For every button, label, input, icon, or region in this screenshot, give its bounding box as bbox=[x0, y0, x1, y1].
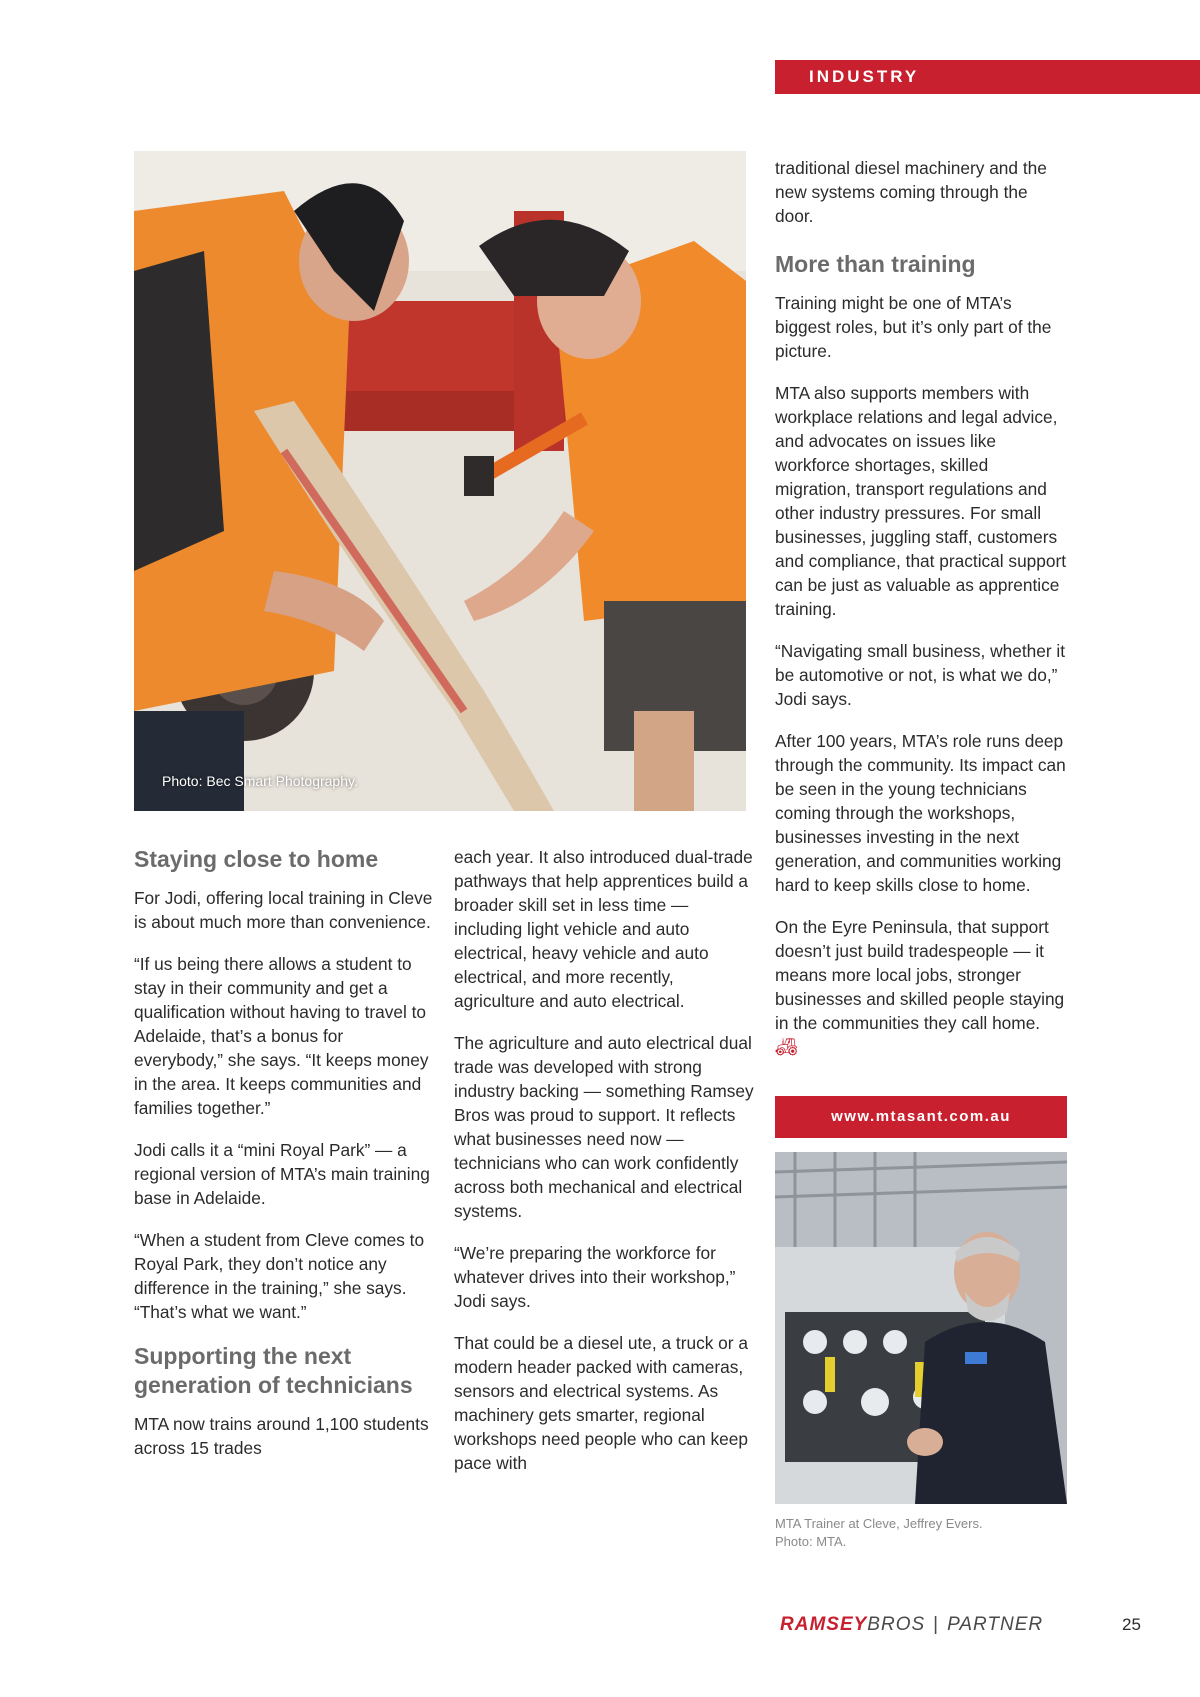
section-label: INDUSTRY bbox=[809, 67, 920, 86]
paragraph: The agriculture and auto electrical dual trade was developed with strong industry backing — something Ramsey Bros was proud to support. It reflects what businesses need now — technicians who can work confidently across both mechanical and electrical systems. bbox=[454, 1033, 754, 1221]
paragraph: Training might be one of MTA’s biggest roles, but it’s only part of the picture. bbox=[775, 293, 1052, 361]
hero-photo-illustration bbox=[134, 151, 746, 811]
trainer-caption bbox=[775, 1515, 1067, 1551]
brand-separator: | bbox=[933, 1614, 940, 1635]
brand-partner: PARTNER bbox=[947, 1614, 1044, 1635]
paragraph: MTA now trains around 1,100 students across 15 trades bbox=[134, 1414, 429, 1458]
tractor-icon: 🚜︎ bbox=[775, 1037, 798, 1057]
paragraph: “Navigating small business, whether it be automotive or not, is what we do,” Jodi says. bbox=[775, 641, 1066, 709]
brand-bros: BROS bbox=[867, 1614, 926, 1635]
heading-staying-close-to-home: Staying close to home bbox=[134, 846, 379, 872]
paragraph: That could be a diesel ute, a truck or a modern header packed with cameras, sensors and electrical systems. As machinery gets smarter, regional workshops need people who can keep pace with bbox=[454, 1333, 748, 1473]
section-banner bbox=[775, 60, 1200, 94]
paragraph: Jodi calls it a “mini Royal Park” — a regional version of MTA’s main training base in Adelaide. bbox=[134, 1140, 430, 1208]
hero-photo bbox=[134, 151, 746, 811]
footer-brand bbox=[780, 1614, 1043, 1636]
paragraph-final bbox=[775, 915, 1067, 1059]
paragraph: traditional diesel machinery and the new systems coming through the door. bbox=[775, 158, 1047, 226]
article-column-3 bbox=[775, 156, 1067, 1077]
page-number: 25 bbox=[1122, 1615, 1141, 1634]
brand-ramsey: RAMSEY bbox=[780, 1614, 868, 1635]
trainer-photo-illustration bbox=[775, 1152, 1067, 1504]
website-url: www.mtasant.com.au bbox=[831, 1108, 1011, 1125]
trainer-caption-name: MTA Trainer at Cleve, Jeffrey Evers. bbox=[775, 1516, 983, 1531]
paragraph-final-text: On the Eyre Peninsula, that support doesn’t just build tradespeople — it means more local jobs, stronger businesses and skilled people staying in the communities they call home. bbox=[775, 917, 1065, 1033]
paragraph: “If us being there allows a student to stay in their community and get a qualification without having to travel to Adelaide, that’s a bonus for everybody,” she says. “It keeps money in the area. It keeps communities and families together.” bbox=[134, 954, 429, 1118]
trainer-caption-credit: Photo: MTA. bbox=[775, 1534, 847, 1549]
paragraph: each year. It also introduced dual-trade pathways that help apprentices build a broader skill set in less time — including light vehicle and auto electrical, heavy vehicle and auto electrical, and more recently, agriculture and auto electrical. bbox=[454, 847, 753, 1011]
heading-more-than-training: More than training bbox=[775, 251, 976, 277]
article-column-1 bbox=[134, 845, 434, 1478]
paragraph: “We’re preparing the workforce for whatever drives into their workshop,” Jodi says. bbox=[454, 1243, 736, 1311]
paragraph: “When a student from Cleve comes to Royal Park, they don’t notice any difference in the training,” she says. “That’s what we want.” bbox=[134, 1230, 425, 1322]
paragraph: For Jodi, offering local training in Cleve is about much more than convenience. bbox=[134, 888, 433, 932]
paragraph: After 100 years, MTA’s role runs deep through the community. Its impact can be seen in the young technicians coming through the workshops, businesses investing in the next generation, and communities working hard to keep skills close to home. bbox=[775, 731, 1066, 895]
article-column-2 bbox=[454, 845, 754, 1493]
photo-credit: Photo: Bec Smart Photography. bbox=[162, 773, 358, 789]
trainer-photo bbox=[775, 1152, 1067, 1504]
heading-supporting-next-generation: Supporting the next generation of technicians bbox=[134, 1343, 413, 1398]
paragraph: MTA also supports members with workplace relations and legal advice, and advocates on issues like workforce shortages, skilled migration, transport regulations and other industry pressures. For small businesses, juggling staff, customers and compliance, that practical support can be just as valuable as apprentice training. bbox=[775, 383, 1067, 619]
website-link[interactable] bbox=[775, 1096, 1067, 1138]
